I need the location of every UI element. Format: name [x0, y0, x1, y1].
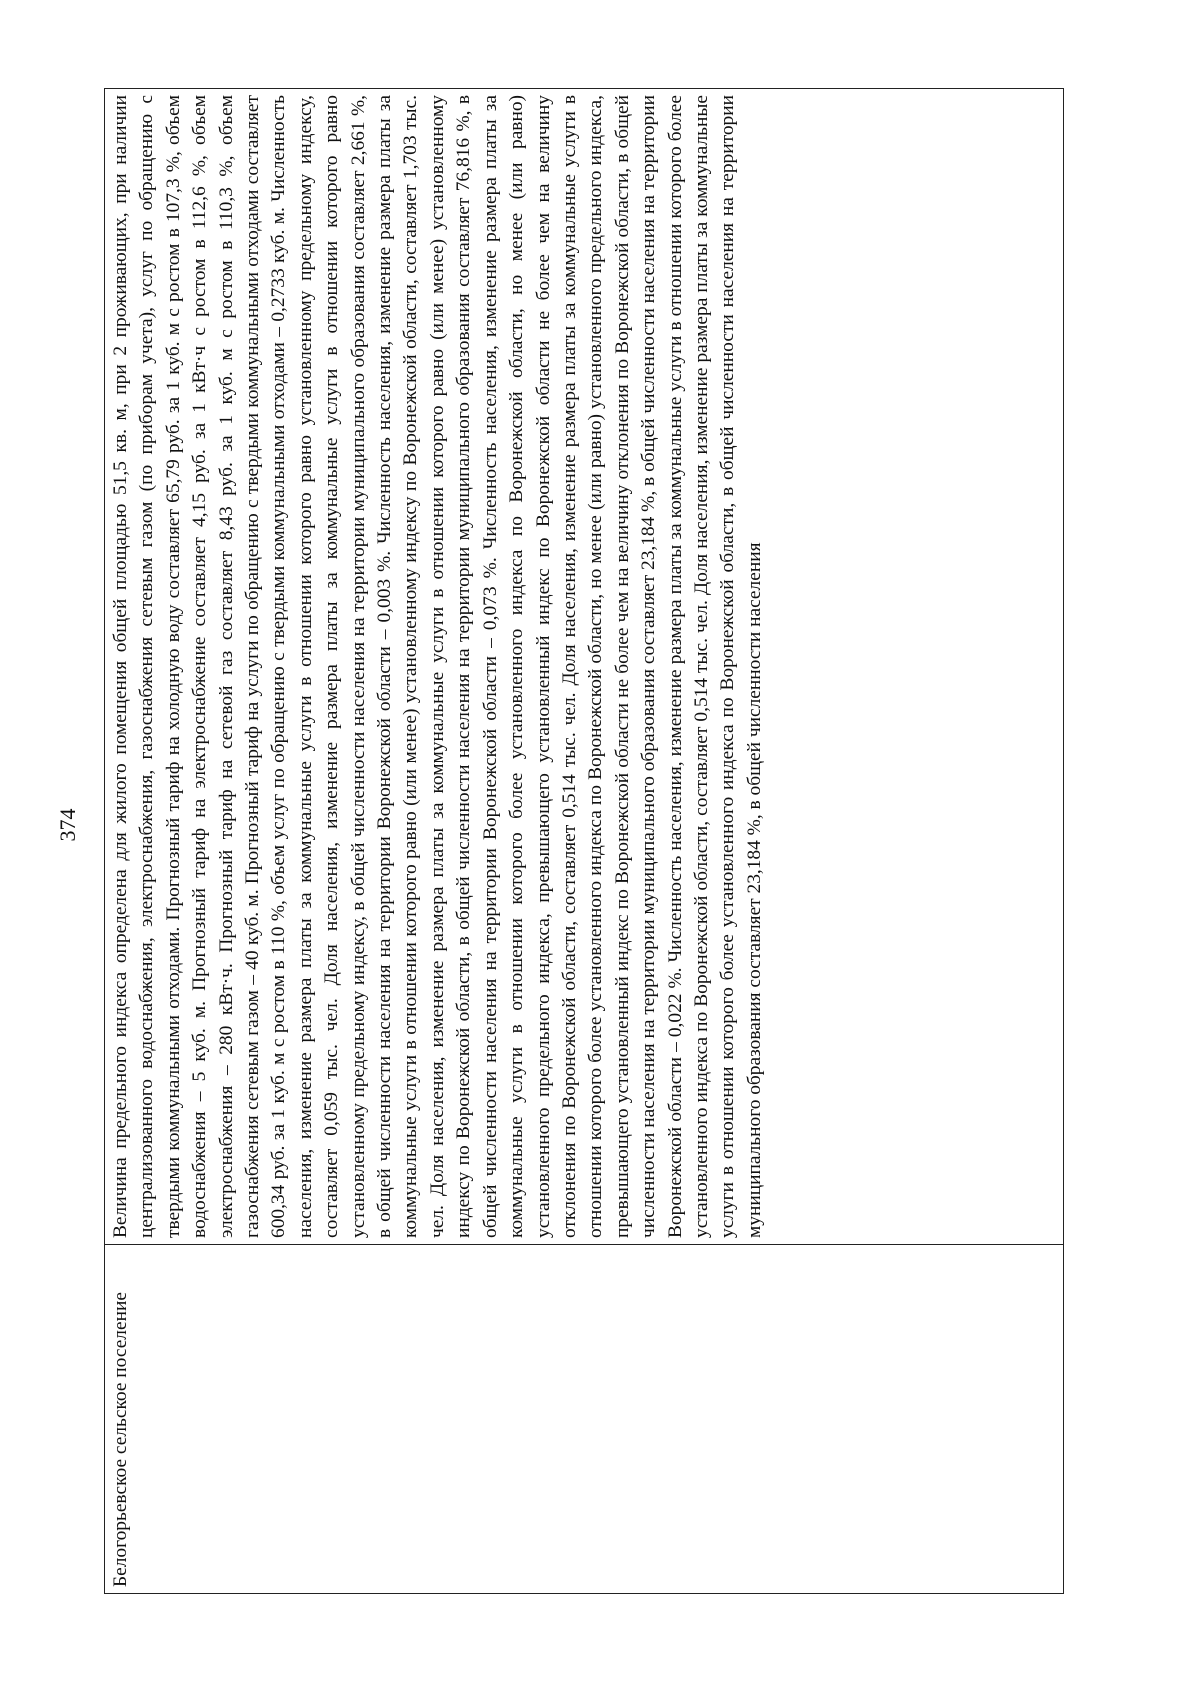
index-description-cell: Величина предельного индекса определена для жилого помещения общей площадью 51,5 кв. м, при 2 проживающих, при наличии централизованного водоснабжения, электроснабжения, газоснабжения сетевым газом (по приборам учета), услуг по обращению с твердыми коммунальными отходами. Прогнозный тариф на холодную воду составляет 65,79 руб. за 1 куб. м с ростом в 107,3 %, объем водоснабжения – 5 куб. м. Прогнозный тариф на электроснабжение составляет 4,15 руб. за 1 кВт·ч с ростом в 112,6 %, объем электроснабжения – 280 кВт·ч. Прогнозный тариф на сетевой газ составляет 8,43 руб. за 1 куб. м с ростом в 110,3 %, объем газоснабжения сетевым газом – 40 куб. м. Прогнозный тариф на услуги по обращению с твердыми коммунальными отходами составляет 600,34 руб. за 1 куб. м с ростом в 110 %, объем услуг по обращению с твердыми коммунальными отходами – 0,2733 куб. м. Численность населения, изменение размера платы за коммунальные услуги в отношении которого равно установленному предельному индексу, составляет 0,059 тыс. чел. Доля населения, изменение размера платы за коммунальные услуги в отношении которого равно установленному предельному индексу, в общей численности населения на территории муниципального образования составляет 2,661 %, в общей численности населения на территории Воронежской области – 0,003 %. Численность населения, изменение размера платы за коммунальные услуги в отношении которого равно (или менее) установленному индексу по Воронежской области, составляет 1,703 тыс. чел. Доля населения, изменение размера платы за коммунальные услуги в отношении которого равно (или менее) установленному индексу по Воронежской области, в общей численности населения на территории муниципального образования составляет 76,816 %, в общей численности населения на территории Воронежской области – 0,073 %. Численность населения, изменение размера платы за коммунальные услуги в отношении которого более установленного индекса по Воронежской области, но менее (или равно) установленного предельного индекса, превышающего установленный индекс по Воронежской области не более чем на величину отклонения по Воронежской области, составляет 0,514 тыс. чел. Доля населения, изменение размера платы за коммунальные услуги в отношении которого более установленного индекса по Воронежской области, но менее (или равно) установленного предельного индекса, превышающего установленный индекс по Воронежской области не более чем на величину отклонения по Воронежской области, в общей численности населения на территории муниципального образования составляет 23,184 %, в общей численности населения на территории Воронежской области – 0,022 %. Численность населения, изменение размера платы за коммунальные услуги в отношении которого более установленного индекса по Воронежской области, составляет 0,514 тыс. чел. Доля населения, изменение размера платы за коммунальные услуги в отношении которого более установленного индекса по Воронежской области, в общей численности населения на территории муниципального образования составляет 23,184 %, в общей численности населения: [105, 89, 1064, 1245]
table-row: [105, 89, 1064, 1594]
index-table: [104, 88, 1064, 1594]
page-number: 374: [55, 808, 80, 842]
settlement-name-cell: Белогорьевское сельское поселение: [105, 1245, 1064, 1594]
rotated-table-container: [104, 88, 1064, 1594]
